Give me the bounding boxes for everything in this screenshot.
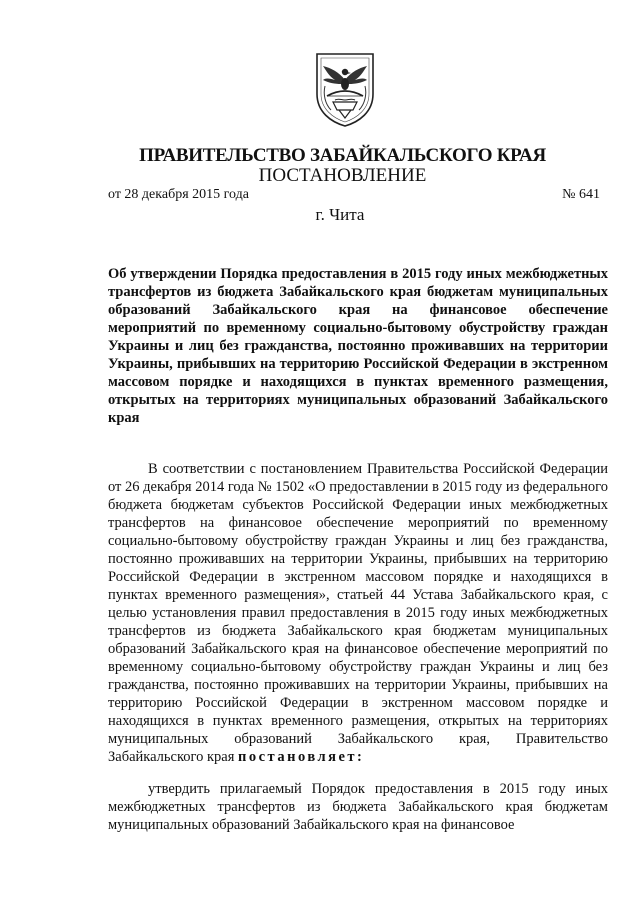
paragraph-1-text: В соответствии с постановлением Правительства Российской Федерации от 26 декабря 2014 года № 1502 «О предоставлении в 2015 году из федерального бюджета бюджетам субъектов Российской Федерации иных межбюджетных трансфертов на финансовое обеспечение мероприятий по временному социально-бытовому обустройству граждан Украины и лиц без гражданства, постоянно проживавших на территории Украины, прибывших на территорию Российской Федерации в экстренном массовом порядке и находящихся в пунктах временного размещения», статьей 44 Устава Забайкальского края, с целью установления правил предоставления в 2015 году иных межбюджетных трансфертов из бюджета Забайкальского края бюджетам муниципальных образований Забайкальского края на финансовое обеспечение мероприятий по временному социально-бытовому обустройству граждан Украины и лиц без гражданства, постоянно проживавших на территории Украины, прибывших на территорию Российской Федерации в экстренном массовом порядке и находящихся в пунктах временного размещения, открытых на территориях муниципальных образований Забайкальского края, Правительство Забайкальского края <box>108 461 608 765</box>
document-type: ПОСТАНОВЛЕНИЕ <box>258 165 427 186</box>
body-paragraph: утвердить прилагаемый Порядок предоставления в 2015 году иных межбюджетных трансфертов из бюджета Забайкальского края бюджетам муниципальных образований Забайкальского края на финансовое <box>108 781 608 833</box>
document-body <box>108 460 608 834</box>
coat-of-arms-icon <box>313 50 377 128</box>
decree-word: постановляет: <box>238 749 365 765</box>
date-number-line <box>108 187 600 205</box>
document-heading: Об утверждении Порядка предоставления в 2015 году иных межбюджетных трансфертов из бюджета Забайкальского края бюджетам муниципальных образований Забайкальского края на финансовое обеспечение мероприятий по временному социально-бытовому обустройству граждан Украины и лиц без гражданства, постоянно проживавших на территории Украины, прибывших на территорию Российской Федерации в экстренном массовом порядке и находящихся в пунктах временного размещения, открытых на территориях муниципальных образований Забайкальского края <box>108 266 608 426</box>
document-city: г. Чита <box>315 205 365 224</box>
body-paragraph <box>108 460 608 766</box>
document-number: № 641 <box>562 187 600 202</box>
organization-title: ПРАВИТЕЛЬСТВО ЗАБАЙКАЛЬСКОГО КРАЯ <box>139 145 546 166</box>
document-date: от 28 декабря 2015 года <box>108 187 249 202</box>
